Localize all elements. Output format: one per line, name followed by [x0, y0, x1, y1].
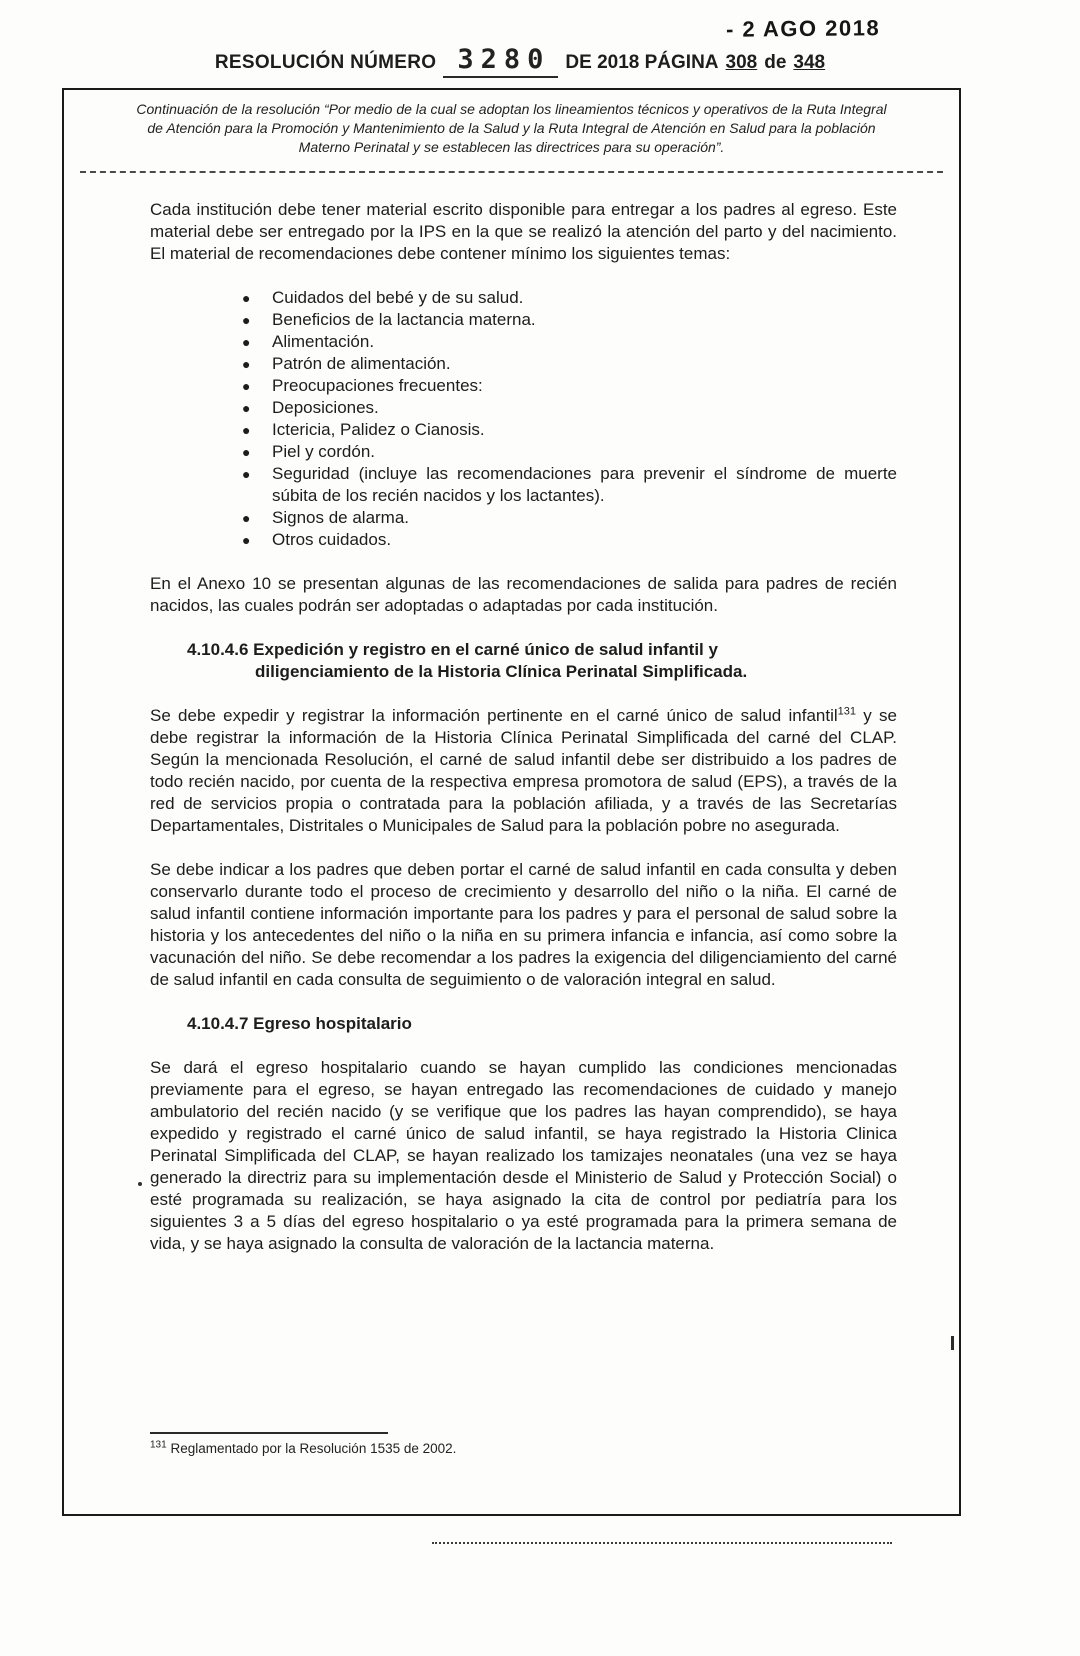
portar-paragraph: Se debe indicar a los padres que deben portar el carné de salud infantil en cada consulta y deben conservarlo durante todo el proceso de crecimiento y desarrollo del niño o la niña. El carné de salud infantil contiene información importante para los padres y para el personal de salud sobre la historia y los antecedentes del niño o la niña en su primera infancia e infancia, así como sobre la vacunación del niño. Se debe recomendar a los padres la exigencia del diligenciamiento del carné de salud infantil en cada consulta de seguimiento o de valoración integral en salud.: [150, 860, 897, 989]
page-number-current: 308: [725, 52, 758, 73]
bullet-item: [150, 419, 897, 441]
bullet-item: [150, 353, 897, 375]
bullet-text: Signos de alarma.: [272, 508, 410, 527]
stamp-date: - 2 AGO 2018: [725, 15, 881, 42]
bullet-text: Ictericia, Palidez o Cianosis.: [272, 420, 485, 439]
bullet-text: Alimentación.: [272, 332, 375, 351]
bullet-marker-icon: ●: [242, 356, 251, 372]
footnote-marker: 131: [150, 1439, 167, 1451]
anexo-paragraph: En el Anexo 10 se presentan algunas de las recomendaciones de salida para padres de recién nacidos, las cuales podrán ser adoptadas o adaptadas por cada institución.: [150, 574, 897, 615]
scan-artifact-dotted-line: [432, 1542, 892, 1544]
page-number-total: 348: [793, 52, 826, 73]
continuation-note: Continuación de la resolución “Por medio de la cual se adoptan los lineamientos técnicos y operativos de la Ruta Integral de Atención para la Promoción y Mantenimiento de la Salud y la Ruta Integral de Atención en Salud para la población Materno Perinatal y se establecen las directrices para su operación”.: [136, 101, 887, 155]
bullet-item: [150, 287, 897, 309]
resolution-label: RESOLUCIÓN NÚMERO: [214, 52, 437, 73]
resolution-title: [90, 44, 950, 78]
carne-paragraph-part2: y se debe registrar la información de la Historia Clínica Perinatal Simplificada del carné del CLAP. Según la mencionada Resolución, el carné de salud infantil debe ser distribuido a los padres de todo recién nacido, por cuenta de la respectiva empresa promotora de salud (EPS), a través de la red de servicios propia o contratada para la población afiliada, y a través de las Secretarías Departamentales, Distritales o Municipales de Salud para la población pobre no asegurada.: [150, 706, 897, 835]
bullet-marker-icon: ●: [242, 532, 251, 548]
footnote-reference: 131: [837, 705, 856, 718]
bullet-item: [150, 375, 897, 397]
bullet-marker-icon: ●: [242, 510, 251, 526]
section-heading-4-10-4-6: [150, 639, 897, 683]
resolution-suffix: DE 2018 PÁGINA: [565, 52, 719, 73]
bullet-marker-icon: ●: [242, 290, 251, 306]
intro-paragraph: Cada institución debe tener material escrito disponible para entregar a los padres al egreso. Este material debe ser entregado por la IPS en la que se realizó la atención del parto y del nacimiento. El material de recomendaciones debe contener mínimo los siguientes temas:: [150, 200, 897, 263]
bullet-text: Otros cuidados.: [272, 530, 392, 549]
heading-line-1: 4.10.4.6 Expedición y registro en el carné único de salud infantil y: [187, 640, 718, 659]
bullet-item: [150, 309, 897, 331]
footnote-area: [150, 1432, 456, 1456]
bullet-item: [150, 331, 897, 353]
carne-paragraph: [150, 705, 897, 837]
egreso-paragraph: Se dará el egreso hospitalario cuando se hayan cumplido las condiciones mencionadas previamente para el egreso, se hayan entregado las recomendaciones de cuidado y manejo ambulatorio del recién nacido (y se verifique que los padres las hayan comprendido), se haya expedido y registrado el carné único de salud infantil, se haya registrado la Historia Clinica Perinatal Simplificada del CLAP, se hayan realizado los tamizajes neonatales (una vez se haya generado la directriz para su implementación desde el Ministerio de Salud y Protección Social) o esté programada su realización, se haya asignado la cita de control por pediatría para los siguientes 3 a 5 días del egreso hospitalario o ya esté programada para la primera semana de vida, y se haya asignado la consulta de valoración de la lactancia materna.: [150, 1058, 897, 1253]
page-connector: de: [764, 52, 787, 73]
section-heading-4-10-4-7: 4.10.4.7 Egreso hospitalario: [187, 1014, 412, 1033]
bullet-marker-icon: ●: [242, 334, 251, 350]
bullet-marker-icon: ●: [242, 378, 251, 394]
bullet-text: Preocupaciones frecuentes:: [272, 376, 483, 395]
heading-line-2: diligenciamiento de la Historia Clínica Perinatal Simplificada.: [255, 662, 748, 681]
bullet-list: [150, 287, 897, 551]
bullet-item: [150, 441, 897, 463]
scan-artifact-tick: [951, 1336, 954, 1350]
resolution-number-stamp: 3280: [443, 44, 558, 78]
bullet-marker-icon: ●: [242, 400, 251, 416]
bullet-marker-icon: ●: [242, 312, 251, 328]
bullet-text: Seguridad (incluye las recomendaciones para prevenir el síndrome de muerte súbita de los recién nacidos y los lactantes).: [272, 464, 897, 505]
bullet-text: Beneficios de la lactancia materna.: [272, 310, 536, 329]
carne-paragraph-part1: Se debe expedir y registrar la información pertinente en el carné único de salud infantil: [150, 706, 838, 725]
bullet-text: Piel y cordón.: [272, 442, 375, 461]
bullet-text: Cuidados del bebé y de su salud.: [272, 288, 524, 307]
bullet-marker-icon: ●: [242, 466, 251, 482]
document-body: [64, 173, 959, 1255]
bullet-text: Deposiciones.: [272, 398, 379, 417]
footnote-text-block: [150, 1441, 456, 1456]
footnote-separator-rule: [150, 1432, 388, 1434]
bullet-marker-icon: ●: [242, 422, 251, 438]
bullet-item: [150, 507, 897, 529]
document-border-box: [62, 88, 961, 1516]
bullet-item: [150, 397, 897, 419]
footnote-text: Reglamentado por la Resolución 1535 de 2002.: [170, 1441, 457, 1456]
scan-artifact-dot: [138, 1182, 142, 1186]
bullet-item: [150, 463, 897, 507]
bullet-marker-icon: ●: [242, 444, 251, 460]
bullet-item: [150, 529, 897, 551]
bullet-text: Patrón de alimentación.: [272, 354, 451, 373]
